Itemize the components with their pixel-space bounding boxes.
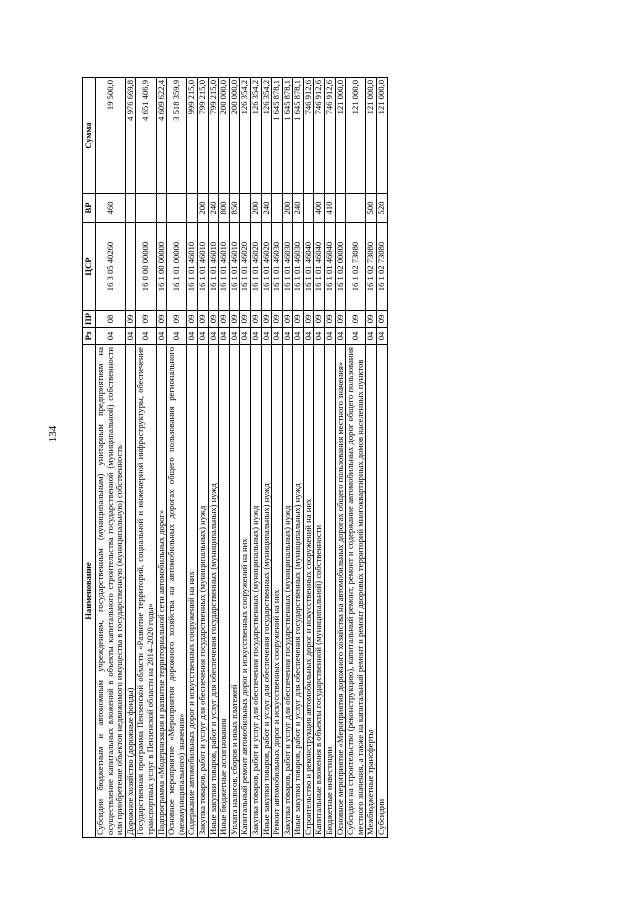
table-row: [335, 78, 346, 838]
cell-vr: 240: [261, 194, 272, 223]
cell-csr: 16 1 01 46040: [314, 223, 325, 311]
cell-sum: 4 651 406,9: [136, 78, 156, 194]
cell-pr: 09: [325, 311, 336, 328]
cell-pr: 09: [156, 311, 167, 328]
cell-rz: 04: [240, 328, 251, 345]
cell-sum: 746 912,6: [325, 78, 336, 194]
cell-rz: 04: [208, 328, 219, 345]
cell-vr: [125, 194, 136, 223]
table-row: [197, 78, 208, 838]
cell-pr: 09: [293, 311, 304, 328]
table-row: [272, 78, 283, 838]
cell-sum: 1 645 878,1: [293, 78, 304, 194]
table-row: [314, 78, 325, 838]
cell-vr: 200: [282, 194, 293, 223]
table-row: [136, 78, 156, 838]
cell-csr: 16 1 01 46020: [261, 223, 272, 311]
cell-pr: 09: [136, 311, 156, 328]
cell-pr: 09: [167, 311, 187, 328]
cell-vr: [156, 194, 167, 223]
table-row: [282, 78, 293, 838]
cell-name: Субсидии: [377, 345, 388, 838]
cell-sum: 3 518 359,9: [167, 78, 187, 194]
cell-name: Дорожное хозяйство (дорожные фонды): [125, 345, 136, 838]
cell-vr: [346, 194, 366, 223]
cell-pr: 09: [272, 311, 283, 328]
cell-rz: 04: [219, 328, 230, 345]
cell-name: Иные закупки товаров, работ и услуг для обеспечения государственных (муниципальных) нужд: [208, 345, 219, 838]
cell-sum: 4 609 622,4: [156, 78, 167, 194]
cell-vr: 800: [219, 194, 230, 223]
header-name: Наименование: [83, 345, 96, 838]
cell-name: Государственная программа Пензенской области «Развитие территорий, социальной и инженерной инфраструктуры, обеспечение транспортных услуг в Пензенской области на 2014–2020 годы»: [136, 345, 156, 838]
table-row: [250, 78, 261, 838]
cell-vr: [240, 194, 251, 223]
cell-csr: 16 1 01 46030: [272, 223, 283, 311]
table-row: [261, 78, 272, 838]
cell-csr: 16 1 01 46010: [208, 223, 219, 311]
cell-name: Бюджетные инвестиции: [325, 345, 336, 838]
cell-pr: 09: [335, 311, 346, 328]
cell-pr: 09: [261, 311, 272, 328]
budget-table: [82, 77, 388, 838]
cell-rz: 04: [272, 328, 283, 345]
cell-name: Субсидии бюджетным и автономным учреждениям, государственным (муниципальным) унитарным предприятиям на осуществление капитальных вложений в объекты капитального строительства государственной (муниципальной) собственности или приобретение объектов недвижимого имущества в государственную (муниципальную) собственность: [96, 345, 126, 838]
cell-csr: 16 1 01 46030: [293, 223, 304, 311]
cell-csr: 16 1 02 73080: [346, 223, 366, 311]
cell-vr: 500: [366, 194, 377, 223]
cell-rz: 04: [293, 328, 304, 345]
cell-vr: 850: [229, 194, 240, 223]
cell-sum: 200 000,0: [219, 78, 230, 194]
rotated-table-container: [82, 78, 537, 838]
cell-name: Ремонт автомобильных дорог и искусственных сооружений на них: [272, 345, 283, 838]
cell-sum: 19 500,0: [96, 78, 126, 194]
cell-sum: 126 354,2: [250, 78, 261, 194]
cell-csr: 16 1 01 46040: [303, 223, 314, 311]
cell-sum: 121 000,0: [377, 78, 388, 194]
cell-rz: 04: [96, 328, 126, 345]
cell-rz: 04: [303, 328, 314, 345]
cell-rz: 04: [325, 328, 336, 345]
table-row: [187, 78, 198, 838]
cell-rz: 04: [167, 328, 187, 345]
cell-rz: 04: [229, 328, 240, 345]
cell-name: Содержание автомобильных дорог и искусственных сооружений на них: [187, 345, 198, 838]
cell-csr: 16 1 00 00000: [156, 223, 167, 311]
cell-csr: 16 1 02 73080: [366, 223, 377, 311]
table-row: [325, 78, 336, 838]
cell-pr: 09: [282, 311, 293, 328]
cell-rz: 04: [377, 328, 388, 345]
cell-name: Уплата налогов, сборов и иных платежей: [229, 345, 240, 838]
cell-csr: [125, 223, 136, 311]
cell-csr: 16 1 01 46040: [325, 223, 336, 311]
table-row: [96, 78, 126, 838]
cell-sum: 1 645 878,1: [282, 78, 293, 194]
cell-vr: [136, 194, 156, 223]
cell-vr: 200: [250, 194, 261, 223]
cell-vr: 240: [293, 194, 304, 223]
cell-sum: 799 215,0: [208, 78, 219, 194]
cell-csr: 16 0 00 00000: [136, 223, 156, 311]
cell-name: Строительство и реконструкция автомобильных дорог и искусственных сооружений на них: [303, 345, 314, 838]
cell-rz: 04: [366, 328, 377, 345]
cell-csr: 16 1 01 46030: [282, 223, 293, 311]
table-row: [167, 78, 187, 838]
cell-sum: 746 912,6: [303, 78, 314, 194]
cell-csr: 16 3 05 40260: [96, 223, 126, 311]
cell-csr: 16 1 02 73080: [377, 223, 388, 311]
header-csr: ЦСР: [83, 223, 96, 311]
cell-vr: 520: [377, 194, 388, 223]
cell-pr: 09: [125, 311, 136, 328]
cell-name: Закупка товаров, работ и услуг для обеспечения государственных (муниципальных) нужд: [282, 345, 293, 838]
cell-vr: [335, 194, 346, 223]
cell-name: Капитальный ремонт автомобильных дорог и искусственных сооружений на них: [240, 345, 251, 838]
cell-vr: 460: [96, 194, 126, 223]
page-number: 134: [47, 425, 59, 443]
header-sum: Сумма: [83, 78, 96, 194]
cell-name: Межбюджетные трансферты: [366, 345, 377, 838]
cell-csr: 16 1 01 46020: [250, 223, 261, 311]
cell-rz: 04: [197, 328, 208, 345]
cell-pr: 09: [303, 311, 314, 328]
table-row: [125, 78, 136, 838]
table-row: [346, 78, 366, 838]
cell-rz: 04: [314, 328, 325, 345]
table-row: [240, 78, 251, 838]
cell-sum: 4 976 669,8: [125, 78, 136, 194]
cell-name: Иные закупки товаров, работ и услуг для обеспечения государственных (муниципальных) нужд: [293, 345, 304, 838]
cell-csr: 16 1 01 00000: [167, 223, 187, 311]
table-row: [219, 78, 230, 838]
cell-sum: 746 912,6: [314, 78, 325, 194]
cell-pr: 09: [366, 311, 377, 328]
header-pr: ПР: [83, 311, 96, 328]
cell-rz: 04: [282, 328, 293, 345]
cell-sum: 121 000,0: [346, 78, 366, 194]
cell-name: Капитальные вложения в объекты государственной (муниципальной) собственности: [314, 345, 325, 838]
cell-vr: 240: [208, 194, 219, 223]
cell-name: Закупка товаров, работ и услуг для обеспечения государственных (муниципальных) нужд: [250, 345, 261, 838]
table-row: [208, 78, 219, 838]
cell-csr: 16 1 01 46020: [240, 223, 251, 311]
cell-csr: 16 1 02 00000: [335, 223, 346, 311]
cell-name: Закупка товаров, работ и услуг для обеспечения государственных (муниципальных) нужд: [197, 345, 208, 838]
cell-vr: 410: [325, 194, 336, 223]
table-body: [96, 78, 388, 838]
cell-sum: 126 354,2: [240, 78, 251, 194]
cell-rz: 04: [346, 328, 366, 345]
cell-name: Основное мероприятие «Мероприятия дорожного хозяйства на автомобильных дорогах общего пользования регионального (межмуниципального) значения»: [167, 345, 187, 838]
cell-rz: 04: [335, 328, 346, 345]
cell-vr: [167, 194, 187, 223]
cell-pr: 09: [250, 311, 261, 328]
cell-vr: [303, 194, 314, 223]
cell-pr: 09: [314, 311, 325, 328]
cell-rz: 04: [250, 328, 261, 345]
table-header: [83, 78, 96, 838]
cell-csr: 16 1 01 46010: [197, 223, 208, 311]
cell-name: Подпрограмма «Модернизация и развитие территориальной сети автомобильных дорог»: [156, 345, 167, 838]
table-row: [229, 78, 240, 838]
cell-name: Иные бюджетные ассигнования: [219, 345, 230, 838]
cell-pr: 09: [208, 311, 219, 328]
table-row: [156, 78, 167, 838]
cell-csr: 16 1 01 46010: [219, 223, 230, 311]
cell-name: Субсидии на строительство (реконструкцию), капитальный ремонт, ремонт и содержание автомобильных дорог общего пользования местного значения, а также на капитальный ремонт и ремонт дворовых территорий многоквартирных домов населенных пунктов: [346, 345, 366, 838]
cell-vr: 400: [314, 194, 325, 223]
cell-vr: [187, 194, 198, 223]
cell-pr: 09: [240, 311, 251, 328]
cell-pr: 09: [229, 311, 240, 328]
cell-pr: 09: [219, 311, 230, 328]
cell-rz: 04: [261, 328, 272, 345]
cell-rz: 04: [125, 328, 136, 345]
cell-pr: 09: [187, 311, 198, 328]
cell-sum: 200 000,0: [229, 78, 240, 194]
cell-pr: 08: [96, 311, 126, 328]
table-row: [293, 78, 304, 838]
cell-pr: 09: [197, 311, 208, 328]
cell-rz: 04: [136, 328, 156, 345]
table-row: [366, 78, 377, 838]
cell-sum: 999 215,0: [187, 78, 198, 194]
table-row: [303, 78, 314, 838]
cell-sum: 799 215,0: [197, 78, 208, 194]
table-row: [377, 78, 388, 838]
cell-name: Основное мероприятие «Мероприятия дорожного хозяйства на автомобильных дорогах общего пользования местного значения»: [335, 345, 346, 838]
cell-rz: 04: [156, 328, 167, 345]
cell-pr: 09: [346, 311, 366, 328]
cell-sum: 1 645 878,1: [272, 78, 283, 194]
cell-sum: 121 000,0: [366, 78, 377, 194]
cell-vr: [272, 194, 283, 223]
header-vr: ВР: [83, 194, 96, 223]
cell-rz: 04: [187, 328, 198, 345]
cell-csr: 16 1 01 46010: [229, 223, 240, 311]
cell-sum: 126 354,2: [261, 78, 272, 194]
cell-sum: 121 000,0: [335, 78, 346, 194]
cell-pr: 09: [377, 311, 388, 328]
cell-csr: 16 1 01 46010: [187, 223, 198, 311]
cell-name: Иные закупки товаров, работ и услуг для обеспечения государственных (муниципальных) нужд: [261, 345, 272, 838]
cell-vr: 200: [197, 194, 208, 223]
header-rz: Рз: [83, 328, 96, 345]
